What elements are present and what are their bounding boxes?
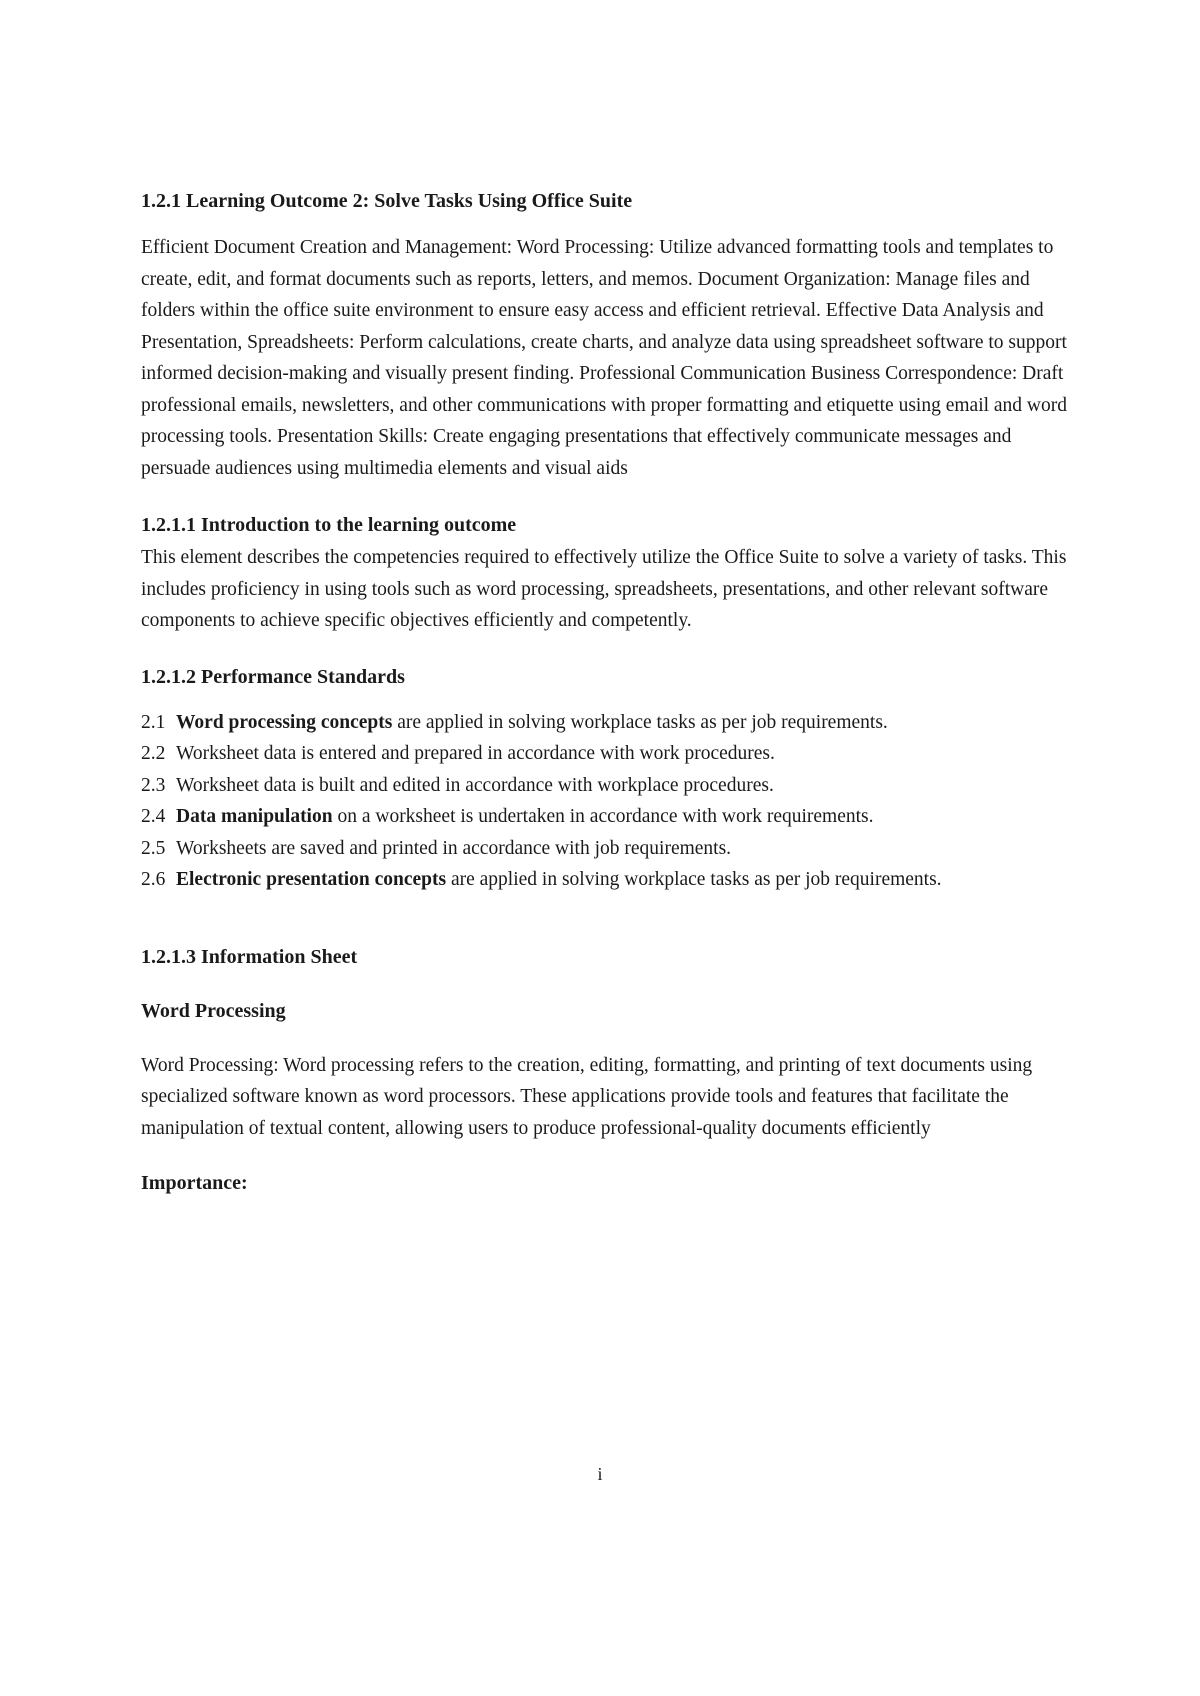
standard-item [141,707,1071,739]
introduction-paragraph: This element describes the competencies required to effectively utilize the Office Suite to solve a variety of tasks. This includes proficiency in using tools such as word processing, spreadsheets, presentations, and other relevant software components to achieve specific objectives efficiently and competently. [141,547,1067,631]
standard-text: Worksheet data is entered and prepared in accordance with work procedures. [176,743,775,764]
page-number: i [597,1464,603,1484]
introduction-heading: 1.2.1.1 Introduction to the learning outcome [141,514,517,536]
standard-number: 2.3 [141,774,166,796]
standard-text: are applied in solving workplace tasks as per job requirements. [392,711,888,733]
learning-outcome-paragraph: Efficient Document Creation and Management: Word Processing: Utilize advanced formatting tools and templates to create, edit, and format documents such as reports, letters, and memos. Document Organization: Manage files and folders within the office suite environment to ensure easy access and efficient retrieval. Effective Data Analysis and Presentation, Spreadsheets: Perform calculations, create charts, and analyze data using spreadsheet software to support informed decision-making and visually present finding. Professional Communication Business Correspondence: Draft professional emails, newsletters, and other communications with proper formatting and etiquette using email and word processing tools. Presentation Skills: Create engaging presentations that effectively communicate messages and persuade audiences using multimedia elements and visual aids [141,237,1068,479]
page-content [141,186,1071,1198]
performance-standards-heading: 1.2.1.2 Performance Standards [141,665,405,688]
standard-text: Worksheets are saved and printed in accordance with job requirements. [176,837,732,859]
importance-heading: Importance: [141,1172,248,1194]
standard-number: 2.2 [141,743,166,764]
learning-outcome-heading: 1.2.1 Learning Outcome 2: Solve Tasks Using Office Suite [141,190,633,212]
standard-text: Worksheet data is built and edited in accordance with workplace procedures. [176,774,774,796]
word-processing-heading: Word Processing [141,999,286,1022]
standard-number: 2.1 [141,711,166,733]
standard-text: on a worksheet is undertaken in accordance with work requirements. [332,806,874,827]
performance-standards-list [141,707,1071,896]
standard-number: 2.5 [141,837,166,859]
standard-number: 2.6 [141,869,166,890]
word-processing-paragraph: Word Processing: Word processing refers to the creation, editing, formatting, and printing of text documents using specialized software known as word processors. These applications provide tools and features that facilitate the manipulation of textual content, allowing users to produce professional-quality documents efficiently [141,1054,1033,1139]
standard-item [141,801,1071,833]
standard-bold-term: Electronic presentation concepts [176,869,447,890]
standard-item [141,864,1071,896]
standard-item [141,770,1071,802]
standard-bold-term: Data manipulation [176,806,333,827]
standard-bold-term: Word processing concepts [176,711,393,733]
standard-item [141,738,1071,770]
information-sheet-heading: 1.2.1.3 Information Sheet [141,945,358,968]
standard-text: are applied in solving workplace tasks as per job requirements. [446,869,942,890]
standard-number: 2.4 [141,806,166,827]
standard-item [141,833,1071,865]
